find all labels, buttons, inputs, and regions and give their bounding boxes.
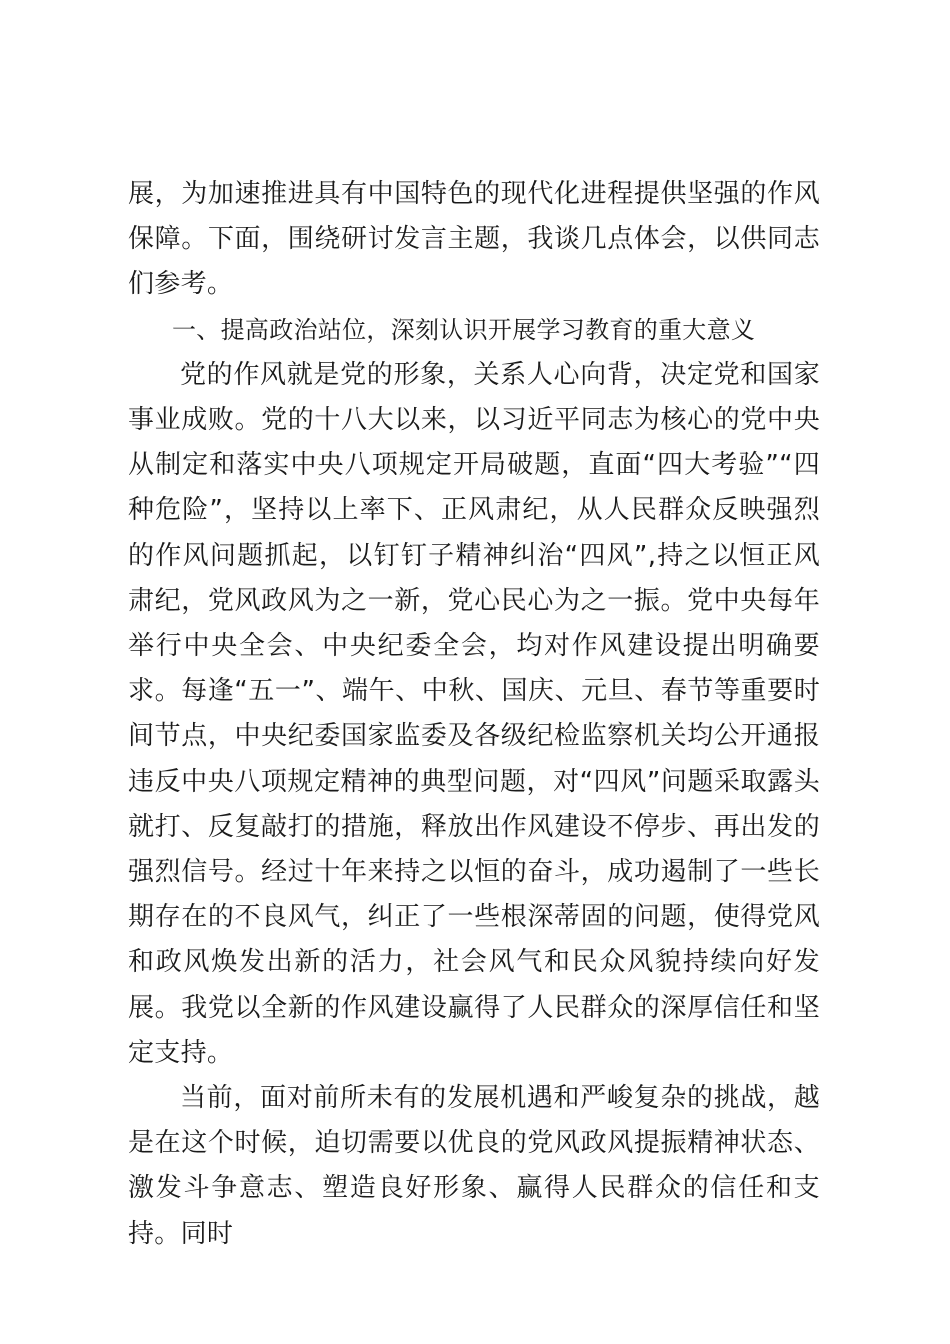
paragraph-continuation: 展，为加速推进具有中国特色的现代化进程提供坚强的作风保障。下面，围绕研讨发言主题，我谈几点体会，以供同志们参考。 — [128, 179, 820, 300]
paragraph-current-situation: 当前，面对前所未有的发展机遇和严峻复杂的挑战，越是在这个时候，迫切需要以优良的党风政风提振精神状态、激发斗争意志、塑造良好形象、赢得人民群众的信任和支持。同时 — [128, 1083, 820, 1249]
paragraph-party-style: 党的作风就是党的形象，关系人心向背，决定党和国家事业成败。党的十八大以来，以习近平同志为核心的党中央从制定和落实中央八项规定开局破题，直面“四大考验”“四种危险”，坚持以上率下、正风肃纪，从人民群众反映强烈的作风问题抓起，以钉钉子精神纠治“四风”,持之以恒正风肃纪，党风政风为之一新，党心民心为之一振。党中央每年举行中央全会、中央纪委全会，均对作风建设提出明确要求。每逢“五一”、端午、中秋、国庆、元旦、春节等重要时间节点，中央纪委国家监委及各级纪检监察机关均公开通报违反中央八项规定精神的典型问题，对“四风”问题采取露头就打、反复敲打的措施，释放出作风建设不停步、再出发的强烈信号。经过十年来持之以恒的奋斗，成功遏制了一些长期存在的不良风气，纠正了一些根深蒂固的问题，使得党风和政风焕发出新的活力，社会风气和民众风貌持续向好发展。我党以全新的作风建设赢得了人民群众的深厚信任和坚定支持。 — [128, 359, 820, 1068]
document-body — [128, 172, 820, 1257]
section-heading-1: 一、提高政治站位，深刻认识开展学习教育的重大意义 — [172, 315, 756, 344]
